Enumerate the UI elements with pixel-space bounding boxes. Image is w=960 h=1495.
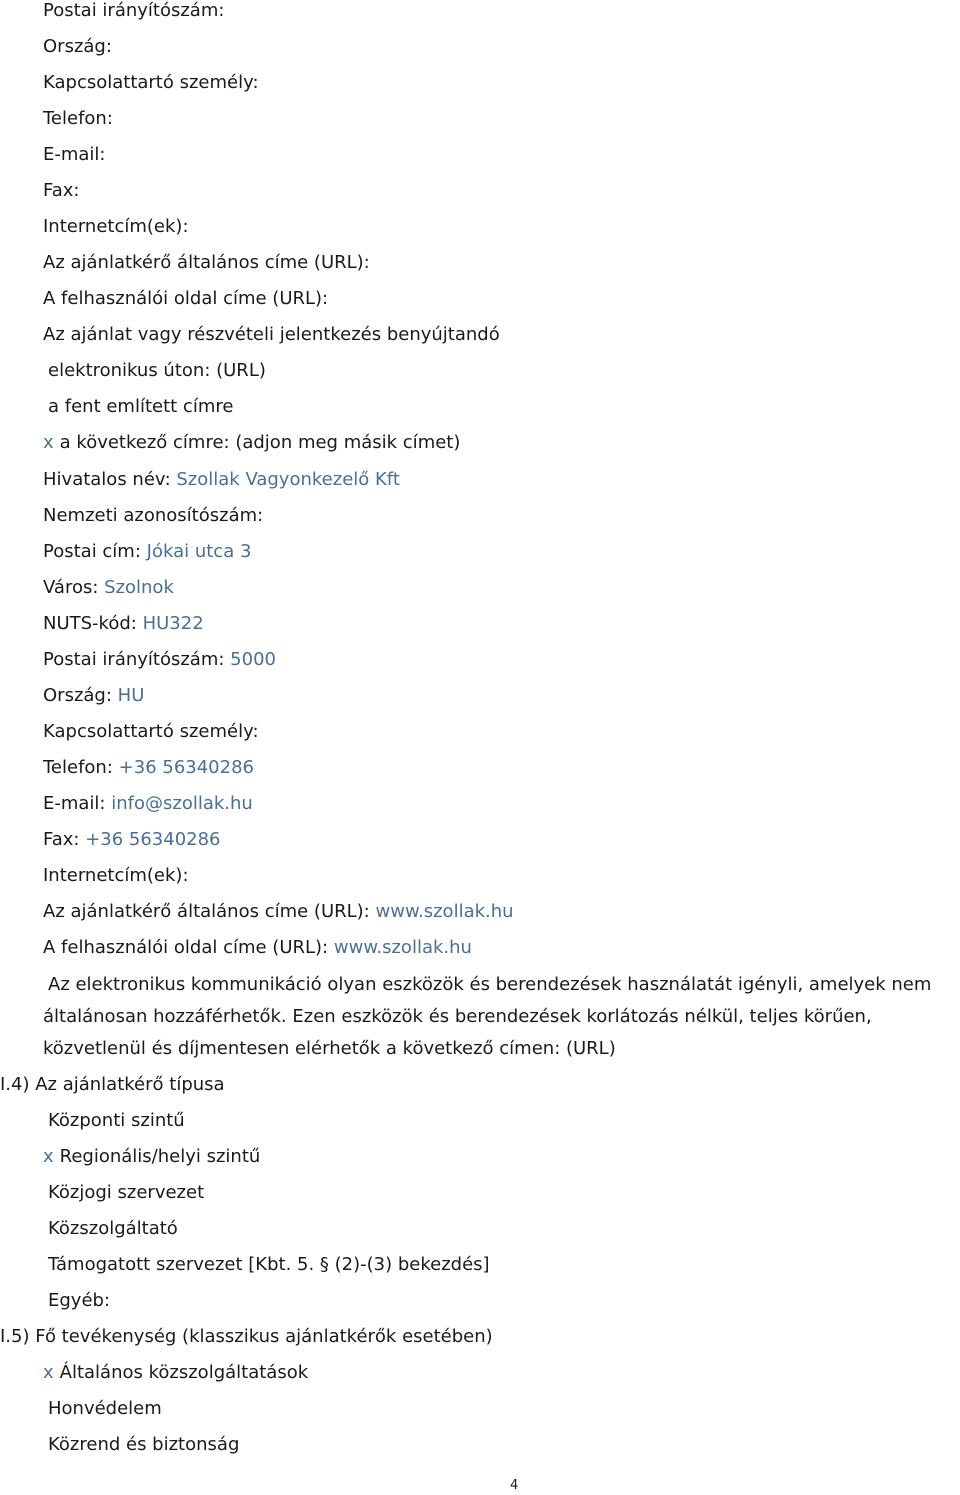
city-value: Szolnok [104, 577, 174, 598]
paragraph-line-2: általánosan hozzáférhetők. Ezen eszközök és berendezések korlátozás nélkül, teljes körűen, [43, 1006, 872, 1027]
general-url-value: www.szollak.hu [375, 901, 514, 922]
official-name-label: Hivatalos név: [43, 469, 171, 490]
postal-code-label: Postai irányítószám: [43, 0, 225, 21]
phone-row [43, 754, 254, 782]
country-label: Ország: [43, 36, 112, 57]
section-i4-option [43, 1143, 260, 1171]
official-name-row [43, 466, 400, 494]
section-i4-option [48, 1179, 204, 1207]
option-label: Honvédelem [48, 1398, 162, 1419]
submission-line-1: Az ajánlat vagy részvételi jelentkezés benyújtandó [43, 324, 500, 345]
fax-row [43, 826, 221, 854]
country-label-2: Ország: [43, 685, 112, 706]
phone-label: Telefon: [43, 108, 113, 129]
postal-address-label: Postai cím: [43, 541, 141, 562]
submission-option-other [43, 429, 460, 457]
phone-label-2: Telefon: [43, 757, 113, 778]
general-url-label: Az ajánlatkérő általános címe (URL): [43, 252, 370, 273]
checked-mark: x [43, 1146, 54, 1167]
nuts-value: HU322 [142, 613, 204, 634]
postal-code-row [43, 646, 276, 674]
option-label: Általános közszolgáltatások [59, 1362, 309, 1383]
contact-label: Kapcsolattartó személy: [43, 72, 259, 93]
section-i5-option [43, 1359, 308, 1387]
city-row [43, 574, 174, 602]
section-i4-option [48, 1215, 178, 1243]
nuts-row [43, 610, 204, 638]
contact-label-2: Kapcsolattartó személy: [43, 721, 259, 742]
user-url-label-2: A felhasználói oldal címe (URL): [43, 937, 329, 958]
official-name-value: Szollak Vagyonkezelő Kft [176, 469, 400, 490]
paragraph-line-1: Az elektronikus kommunikáció olyan eszközök és berendezések használatát igényli, amelyek nem [48, 974, 932, 995]
national-id-label: Nemzeti azonosítószám: [43, 505, 264, 526]
city-label: Város: [43, 577, 99, 598]
option-label: Közjogi szervezet [48, 1182, 205, 1203]
submission-option-above: a fent említett címre [48, 396, 234, 417]
general-url-row [43, 898, 514, 926]
section-i4-heading: I.4) Az ajánlatkérő típusa [0, 1074, 225, 1095]
section-i4-option [48, 1287, 110, 1315]
page-number: 4 [510, 1478, 519, 1493]
fax-label: Fax: [43, 180, 80, 201]
option-label: Központi szintű [48, 1110, 185, 1131]
option-label: Közrend és biztonság [48, 1434, 240, 1455]
email-row [43, 790, 253, 818]
submission-option-other-label: a következő címre: (adjon meg másik címet) [59, 432, 461, 453]
section-i4-option [48, 1107, 185, 1135]
general-url-label-2: Az ajánlatkérő általános címe (URL): [43, 901, 370, 922]
country-value: HU [117, 685, 145, 706]
internet-label: Internetcím(ek): [43, 216, 189, 237]
option-label: Közszolgáltató [48, 1218, 178, 1239]
user-url-value: www.szollak.hu [333, 937, 472, 958]
postal-code-label-2: Postai irányítószám: [43, 649, 225, 670]
option-label: Támogatott szervezet [Kbt. 5. § (2)-(3) bekezdés] [48, 1254, 490, 1275]
postal-code-value: 5000 [230, 649, 276, 670]
email-value: info@szollak.hu [111, 793, 253, 814]
option-label: Egyéb: [48, 1290, 111, 1311]
phone-value: +36 56340286 [118, 757, 254, 778]
user-url-label: A felhasználói oldal címe (URL): [43, 288, 329, 309]
paragraph-line-3: közvetlenül és díjmentesen elérhetők a következő címen: (URL) [43, 1038, 616, 1059]
option-label: Regionális/helyi szintű [59, 1146, 261, 1167]
internet-label-2: Internetcím(ek): [43, 865, 189, 886]
section-i5-option [48, 1395, 162, 1423]
checked-mark: x [43, 1362, 54, 1383]
postal-address-row [43, 538, 251, 566]
electronic-paragraph [43, 969, 960, 1065]
fax-value: +36 56340286 [85, 829, 221, 850]
submission-line-2: elektronikus úton: (URL) [48, 360, 266, 381]
section-i4-option [48, 1251, 490, 1279]
checked-mark: x [43, 432, 54, 453]
section-i5-heading: I.5) Fő tevékenység (klasszikus ajánlatkérők esetében) [0, 1326, 493, 1347]
fax-label-2: Fax: [43, 829, 80, 850]
section-i5-option [48, 1431, 239, 1459]
user-url-row [43, 934, 472, 962]
nuts-label: NUTS-kód: [43, 613, 137, 634]
postal-address-value: Jókai utca 3 [146, 541, 252, 562]
country-row [43, 682, 144, 710]
email-label-2: E-mail: [43, 793, 106, 814]
email-label: E-mail: [43, 144, 106, 165]
